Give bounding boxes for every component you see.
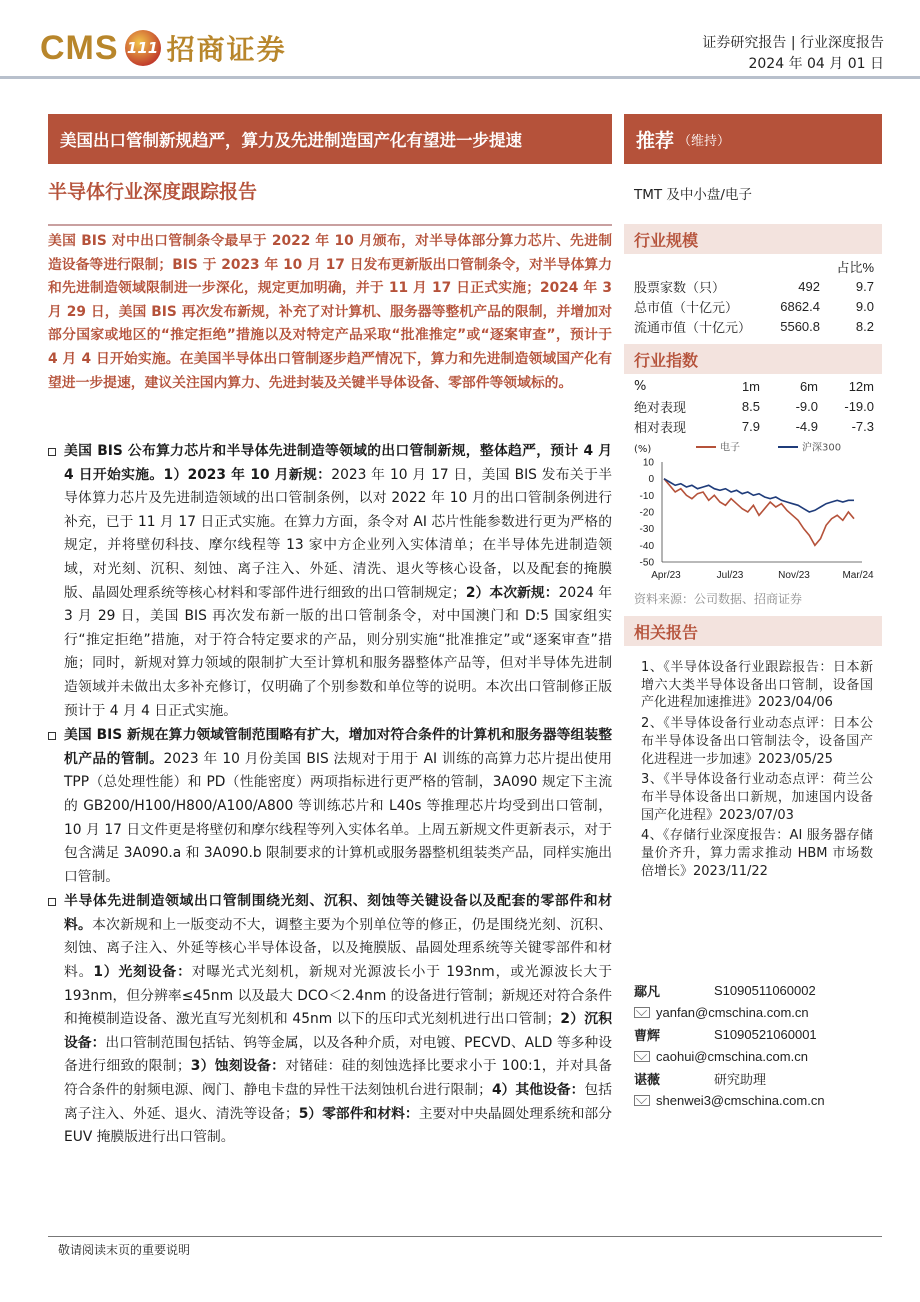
analyst-email-row (634, 1001, 882, 1023)
chart-source: 资料来源：公司数据、招商证券 (634, 592, 803, 606)
scale-label: 股票家数（只） (634, 280, 726, 296)
report-title: 美国出口管制新规趋严，算力及先进制造国产化有望进一步提速 (60, 131, 522, 150)
y-tick-label: -20 (639, 507, 654, 519)
bullet-point-1 (48, 440, 612, 723)
subtitle-divider (48, 224, 612, 226)
footer-note: 敬请阅读末页的重要说明 (58, 1243, 191, 1257)
analyst-code: S1090511060002 (714, 982, 816, 998)
table-row (634, 296, 874, 316)
bullet-heading: 美国 BIS 新规在算力领域管制范围略有扩大，增加对符合条件的计算机和服务器等组装整机产品的管制。 (64, 727, 612, 767)
bullet-heading: 美国 BIS 公布算力芯片和半导体先进制造等领域的出口管制新规，整体趋严，预计 4 月 4 日开始实施。1）2023 年 10 月新规： (64, 443, 612, 483)
header-divider (0, 76, 920, 79)
bullet-subheading: 5）零部件和材料： (298, 1105, 419, 1122)
chart-ylabel: (%) (634, 444, 652, 455)
analyst-email[interactable]: shenwei3@cmschina.com.cn (656, 1092, 825, 1108)
series-line-1 (664, 479, 854, 546)
analyst-block (634, 979, 882, 1111)
related-reports-list (641, 659, 873, 883)
scale-value: 6862.4 (780, 298, 820, 314)
table-row (634, 416, 874, 436)
logo-text-cn: 招商证券 (166, 33, 287, 66)
company-logo (40, 26, 287, 70)
rating-note: （维持） (678, 133, 731, 149)
footer-divider (48, 1236, 882, 1237)
bullet-text: 2024 年 3 月 29 日，美国 BIS 再次发布新一版的出口管制条令，对中国澳门和 D:5 国家组实行“推定拒绝”措施，对于符合特定要求的产品，则分别实施“批准推定”或“逐案审查”措施；同时，新规对算力领域的限制扩大至计算机和服务器整体产品等，但对半导体先进制造领域并未做出太多补充修订，仅明确了个别参数和单位等的说明。本次出口管制修正版预计于 4 月 4 日正式实施。 (64, 584, 612, 719)
analyst-name: 鄢凡 (634, 984, 661, 1000)
bullet-subheading: 2）本次新规： (465, 584, 559, 601)
report-subtitle: 半导体行业深度跟踪报告 (48, 181, 258, 203)
mail-icon (634, 1007, 650, 1018)
analyst-row (634, 1023, 882, 1045)
index-value: -9.0 (795, 398, 818, 414)
analyst-row (634, 1067, 882, 1089)
x-tick-label: Mar/24 (842, 570, 874, 581)
analyst-title: 研究助理 (714, 1072, 767, 1088)
table-row (634, 276, 874, 296)
analyst-row (634, 979, 882, 1001)
bullet-square-icon (48, 898, 56, 906)
analyst-email-row (634, 1045, 882, 1067)
y-tick-label: -40 (639, 540, 654, 552)
index-label: 相对表现 (634, 420, 687, 436)
bullet-text: 对曝光式光刻机，新规对光源波长小于 193nm，或光源波长大于 193nm，但分辨率≤45nm 以及最大 DCO＜2.4nm 的设备进行管制；新规还对符合条件和掩模制造设备、激光直写光刻机和 45nm 以下的压印式光刻机进行出口管制； (64, 964, 612, 1028)
industry-scale-table (634, 256, 874, 336)
index-performance-chart (630, 440, 880, 588)
bullet-subheading: 3）蚀刻设备： (190, 1058, 286, 1075)
table-row (634, 256, 874, 276)
scale-label: 流通市值（十亿元） (634, 320, 752, 336)
index-header: 6m (799, 378, 818, 394)
index-value: -19.0 (844, 398, 874, 414)
bullet-text: 本次新规和上一版变动不大，调整主要为个别单位等的修正，仍是围绕光刻、沉积、刻蚀、离子注入、外延等核心半导体设备，以及掩膜版、晶圆处理系统等关键零部件和材料。 (64, 916, 613, 981)
body-content (48, 440, 612, 1151)
bullet-heading: 半导体先进制造领域出口管制围绕光刻、沉积、刻蚀等关键设备以及配套的零部件和材料。 (64, 893, 612, 933)
x-tick-label: Nov/23 (778, 570, 810, 581)
analyst-name: 谌薇 (634, 1072, 661, 1088)
x-tick-label: Jul/23 (716, 570, 744, 581)
analyst-code: S1090521060001 (714, 1026, 817, 1042)
rating-banner (624, 114, 882, 164)
index-value: 7.9 (741, 418, 760, 434)
analyst-email[interactable]: yanfan@cmschina.com.cn (656, 1004, 809, 1020)
index-value: -7.3 (851, 418, 874, 434)
bullet-text: 主要对中央晶圆处理系统和部分 EUV 掩膜版进行出口管制。 (64, 1105, 613, 1146)
analyst-name: 曹辉 (634, 1028, 661, 1044)
table-row (634, 376, 874, 396)
scale-value: 5560.8 (780, 318, 820, 334)
y-tick-label: -10 (639, 490, 654, 502)
bullet-text: 出口管制范围包括钴、钨等金属，以及各种介质，对电镀、PECVD、ALD 等多种设备进行细致的限制； (64, 1034, 613, 1075)
series-line-2 (664, 479, 854, 512)
report-type: 证券研究报告 | 行业深度报告 (702, 35, 884, 51)
index-label: 绝对表现 (634, 400, 687, 416)
scale-share: 9.0 (855, 298, 874, 314)
bullet-text: 2023 年 10 月份美国 BIS 法规对于用于 AI 训练的高算力芯片提出使用 TPP（总处理性能）和 PD（性能密度）两项指标进行更严格的管制，3A090 规定下主流的 GB200/H100/H800/A100/A800 等训练芯片和 L40s 等推理芯片均受到出口管制，10 月 17 日文件更是将壁仞和摩尔线程等列入实体名单。上周五新规文件更新表示，对于包含满足 3A090.a 和 3A090.b 限制要求的计算机或服务器整机组装类产品，同样实施出口管制。 (64, 750, 612, 885)
logo-text-en: CMS (40, 28, 119, 67)
bullet-text: 对锗硅：硅的刻蚀选择比要求小于 100:1，并对具备符合条件的射频电源、阀门、静电卡盘的异性干法刻蚀机台进行限制； (64, 1058, 612, 1099)
y-tick-label: 0 (648, 474, 654, 486)
scale-value: 492 (798, 278, 820, 294)
bullet-text: 包括离子注入、外延、退火、清洗等设备； (64, 1082, 613, 1122)
y-tick-label: -30 (639, 524, 654, 536)
table-row (634, 396, 874, 416)
index-header: 1m (741, 378, 760, 394)
scale-share: 8.2 (855, 318, 874, 334)
index-value: -4.9 (795, 418, 818, 434)
y-tick-label: -50 (639, 557, 654, 569)
table-row (634, 316, 874, 336)
list-item[interactable]: 2、《半导体设备行业动态点评：日本公布半导体设备出口管制法令，设备国产化进程进一步加速》2023/05/25 (641, 716, 873, 767)
y-tick-label: 10 (642, 457, 654, 469)
scale-label: 总市值（十亿元） (634, 300, 739, 316)
sector-label: TMT 及中小盘/电子 (634, 187, 752, 203)
index-header: % (634, 378, 647, 394)
bullet-square-icon (48, 448, 56, 456)
summary-paragraph: 美国 BIS 对中出口管制条令最早于 2022 年 10 月颁布，对半导体部分算力芯片、先进制造设备等进行限制；BIS 于 2023 年 10 月 17 日发布更新版出口管制条令，对半导体算力和先进制造领域限制进一步深化，规定更加明确，并于 11 月 17 日正式实施；2024 年 3 月 29 日，美国 BIS 再次发布新规，补充了对计算机、服务器等整机产品的限制，并增加对部分国家或地区的“推定拒绝”措施以及对特定产品采取“批准推定”或“逐案审查”，预计于 4 月 4 日开始实施。在美国半导体出口管制逐步趋严情况下，算力和先进制造领域国产化有望进一步提速，建议关注国内算力、先进封装及关键半导体设备、零部件等领域标的。 (48, 233, 612, 391)
logo-emblem-icon: 111 (125, 30, 161, 66)
legend-label: 电子 (720, 442, 740, 454)
bullet-subheading: 4）其他设备： (491, 1082, 585, 1099)
report-date: 2024 年 04 月 01 日 (748, 56, 884, 72)
industry-scale-header: 行业规模 (624, 224, 882, 254)
bullet-subheading: 1）光刻设备： (93, 964, 192, 981)
list-item[interactable]: 3、《半导体设备行业动态点评：荷兰公布半导体设备出口新规，加速国内设备国产化进程》2023/07/03 (641, 772, 873, 823)
bullet-point-2 (48, 724, 612, 889)
scale-share: 9.7 (855, 278, 874, 294)
mail-icon (634, 1051, 650, 1062)
analyst-email-row (634, 1089, 882, 1111)
list-item[interactable]: 1、《半导体设备行业跟踪报告：日本新增六大类半导体设备出口管制，设备国产化进程加速推进》2023/04/06 (641, 660, 873, 711)
index-value: 8.5 (741, 398, 760, 414)
bullet-square-icon (48, 732, 56, 740)
bullet-text: 2023 年 10 月 17 日，美国 BIS 发布关于半导体算力芯片及先进制造领域的出口管制条例，以对 2022 年 10 月的出口管制条例进行补充，已于 11 月 17 日正式实施。在算力方面，条令对 AI 芯片性能参数进行更为严格的规定，并将壁仞科技、摩尔线程等 13 家中方企业列入实体清单；在半导体先进制造领域，对光刻、沉积、刻蚀、离子注入、外延、清洗、退火等核心设备，以及配套的掩膜版、晶圆处理系统等核心材料和零部件进行细致的出口管制规定； (64, 466, 612, 601)
report-title-banner (48, 114, 612, 164)
index-header: 12m (848, 378, 874, 394)
x-tick-label: Apr/23 (651, 570, 681, 581)
list-item[interactable]: 4、《存储行业深度报告：AI 服务器存储量价齐升，算力需求推动 HBM 市场数倍增长》2023/11/22 (641, 828, 873, 879)
industry-index-table (634, 376, 874, 436)
industry-index-header: 行业指数 (624, 344, 882, 374)
analyst-email[interactable]: caohui@cmschina.com.cn (656, 1048, 808, 1064)
bullet-point-3 (48, 890, 612, 1150)
related-reports-header: 相关报告 (624, 616, 882, 646)
mail-icon (634, 1095, 650, 1106)
legend-label: 沪深300 (802, 442, 842, 454)
rating-value: 推荐 (636, 129, 675, 152)
bullet-subheading: 2）沉积设备： (64, 1011, 612, 1051)
share-header: 占比% (836, 259, 874, 275)
